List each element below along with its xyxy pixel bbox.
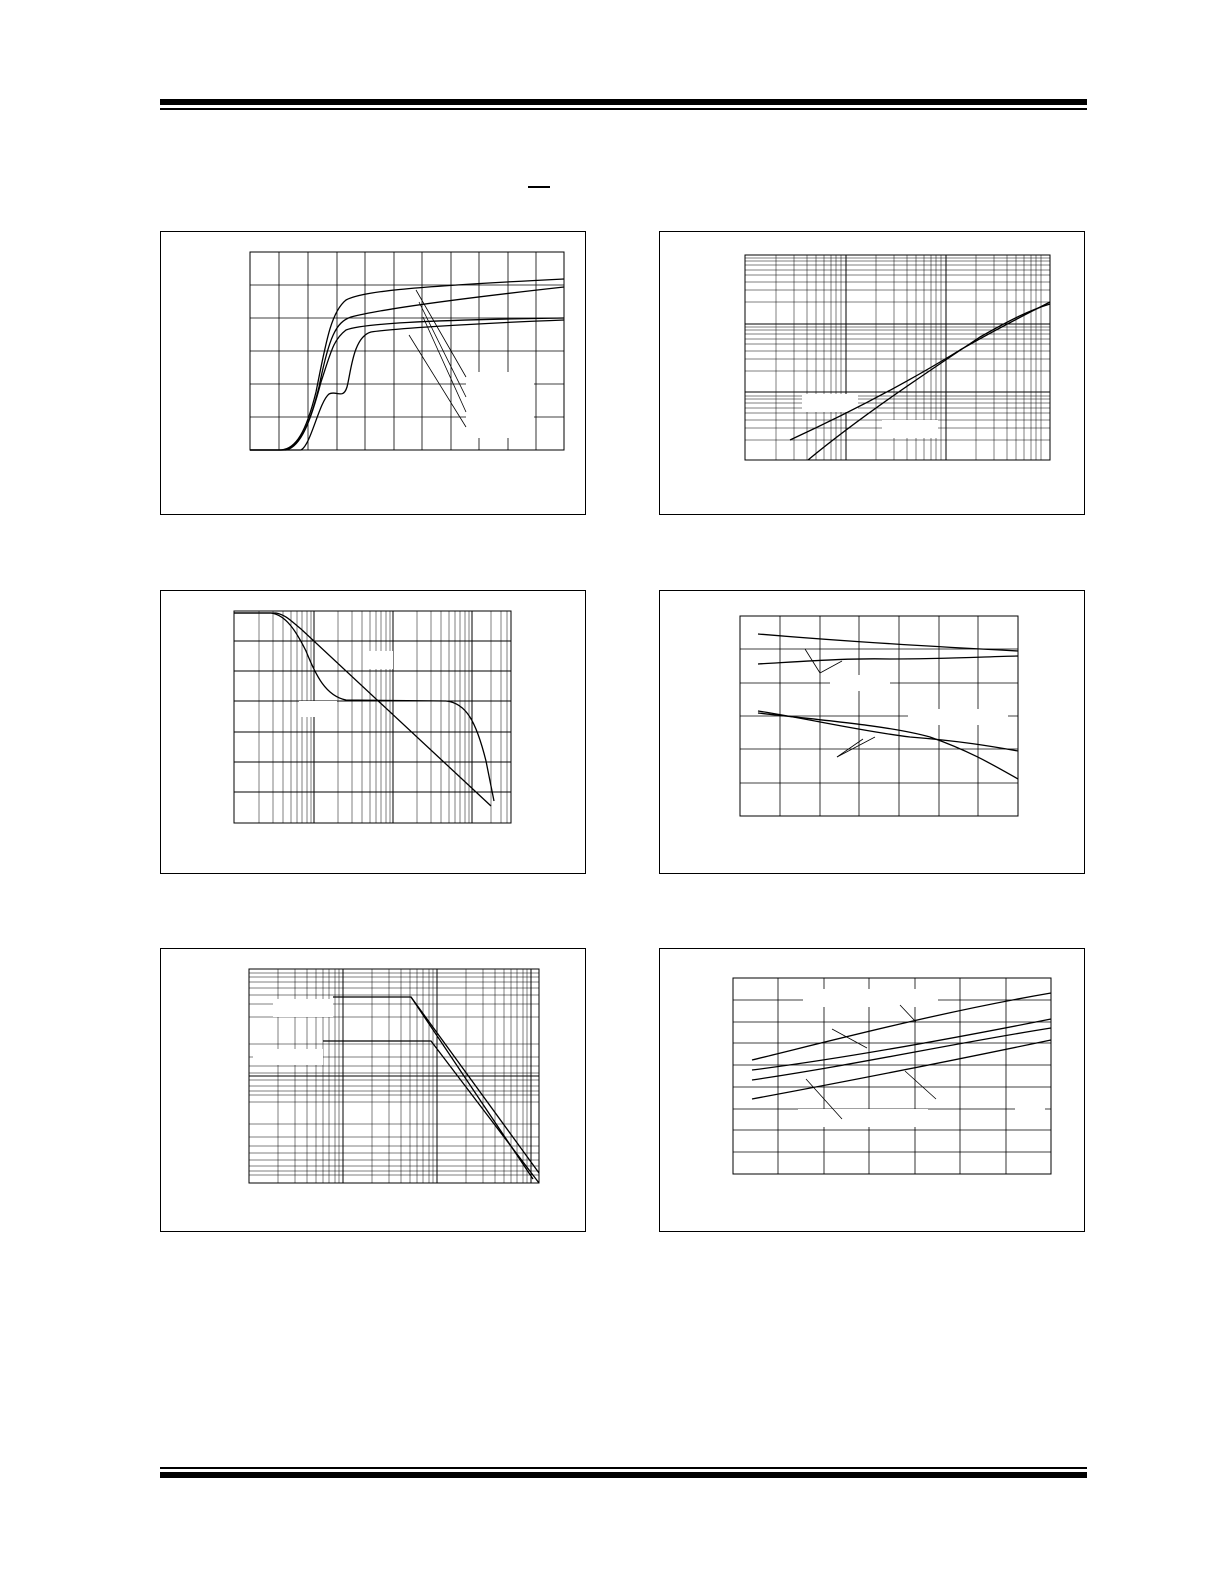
figure-6-plot [660,949,1086,1233]
header-rule-thin [160,108,1087,110]
figure-3-plot [161,591,587,875]
figure-5-panel [160,948,586,1232]
figure-2-panel [659,231,1085,515]
figure-2-plot [660,232,1086,516]
header-rule-thick [160,99,1087,105]
figure-3-panel [160,590,586,874]
footer-rule-thick [160,1472,1087,1478]
figure-4-plot [660,591,1086,875]
figure-1-panel [160,231,586,515]
figure-5-plot [161,949,587,1233]
figure-4-panel [659,590,1085,874]
figure-1-plot [161,232,587,516]
figure-6-panel [659,948,1085,1232]
footer-rule-thin [160,1467,1087,1469]
overline-mark [528,186,550,188]
